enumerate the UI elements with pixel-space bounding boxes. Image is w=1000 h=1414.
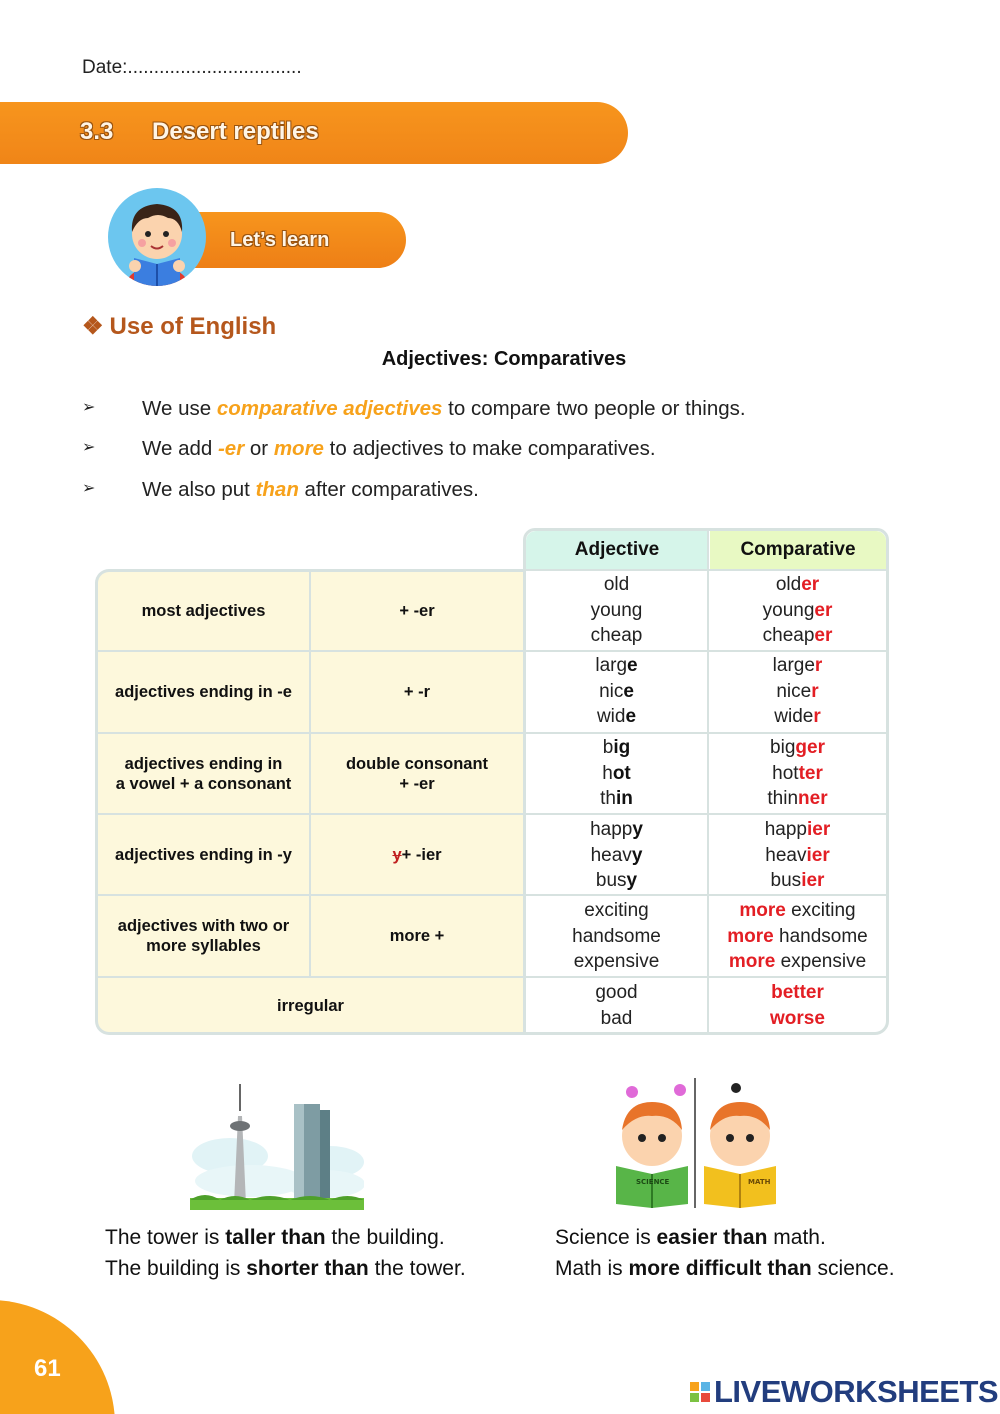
header-adjective: Adjective [526,531,708,569]
comparative-words: better worse [770,982,825,1029]
form-cell: + -er [399,602,435,620]
rule-cell: adjectives ending in -y [115,845,292,864]
rule-cell: adjectives with two or more syllables [117,917,290,955]
divider [526,569,886,571]
arrow-bullet-icon: ➢ [82,399,96,416]
lets-learn-banner [178,212,406,268]
adjective-words: exciting handsome expensive [572,900,661,972]
boy-reading-icon [108,188,206,286]
comparative-words: larger nicer wider [772,655,823,727]
tower-icon [190,1076,364,1210]
section-title: Desert reptiles [152,118,319,145]
adjective-words: big hot thin [600,737,633,809]
children-reading-illustration [608,1078,790,1208]
form-cell: y + -ier [392,845,442,864]
rule-cell: adjectives ending in -e [115,683,292,701]
liveworksheets-logo: LIVEWORKSHEETS [690,1374,998,1410]
comparative-words: bigger hotter thinner [767,737,828,809]
comparative-words: happier heavier busier [764,819,831,891]
arrow-bullet-icon: ➢ [82,439,96,456]
arrow-bullet-icon: ➢ [82,480,96,497]
page-number: 61 [34,1355,61,1382]
form-cell: more + [389,927,445,945]
reading-boy-avatar [108,188,206,286]
caption-science: Science is easier than math. Math is more difficult than science. [555,1226,895,1280]
lets-learn-label: Let’s learn [230,229,330,251]
adjective-words: large nice wide [595,655,638,727]
children-reading-icon [608,1078,790,1208]
adjective-words: old young cheap [590,574,643,646]
svg-text:SCIENCE: SCIENCE [636,1178,670,1186]
form-cell: + -r [403,683,431,701]
rule-cell: most adjectives [141,602,266,620]
rule-cell: adjectives ending in a vowel + a consonant [115,754,292,793]
comparatives-table [95,528,889,1036]
comparative-words: more exciting more handsome more expensive [727,900,868,972]
svg-text:MATH: MATH [748,1178,771,1186]
header-comparative: Comparative [710,531,886,569]
comparative-words: older younger cheaper [762,574,833,646]
logo-grid-icon [690,1382,710,1402]
use-of-english-heading: ❖ Use of English [82,313,277,340]
date-line: Date:................................. [82,57,302,78]
rule-cell: irregular [277,996,344,1015]
subtitle: Adjectives: Comparatives [381,348,627,370]
diamond-bullet-icon: ❖ [82,313,104,340]
section-number: 3.3 [80,118,114,145]
section-banner [0,102,628,164]
caption-tower: The tower is taller than the building. The building is shorter than the tower. [105,1226,466,1280]
tower-building-illustration [190,1076,364,1210]
adjective-words: good bad [595,982,638,1029]
form-cell: double consonant + -er [345,754,489,793]
adjective-words: happy heavy busy [590,819,643,891]
